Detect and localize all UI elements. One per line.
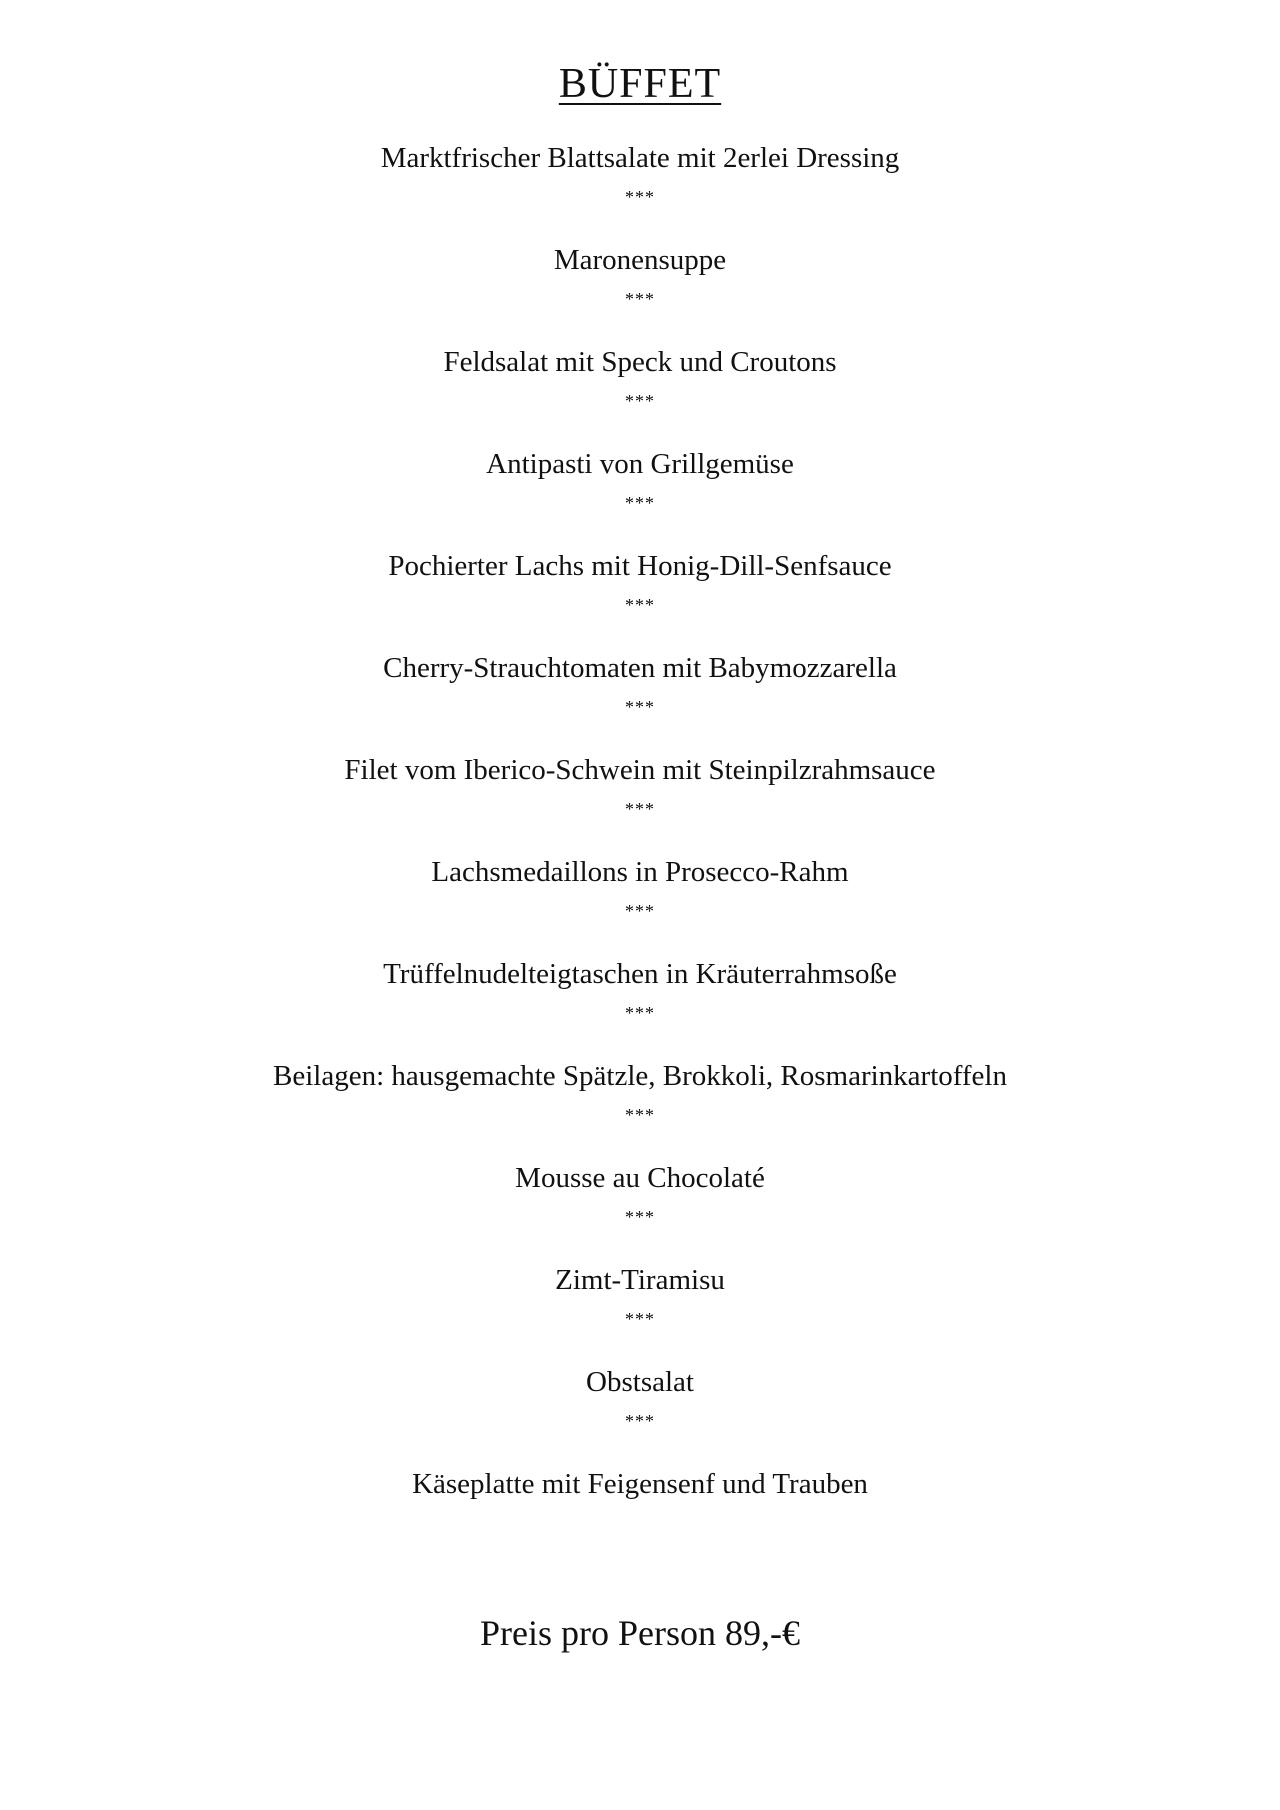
dish-name: Trüffelnudelteigtaschen in Kräuterrahmsoße: [383, 958, 897, 990]
separator: ***: [625, 697, 655, 717]
menu-item: [0, 240, 1280, 342]
separator: ***: [625, 1105, 655, 1125]
dish-name: Maronensuppe: [553, 244, 727, 276]
menu-item: [0, 1362, 1280, 1464]
dish-name: Antipasti von Grillgemüse: [486, 448, 794, 480]
dish-list: [0, 138, 1280, 1566]
dish-name: Beilagen: hausgemachte Spätzle, Brokkoli, Rosmarinkartoffeln: [273, 1060, 1007, 1092]
menu-item: [0, 1260, 1280, 1362]
menu-item: [0, 1464, 1280, 1566]
separator: ***: [625, 289, 655, 309]
menu-item: [0, 546, 1280, 648]
separator: ***: [625, 493, 655, 513]
menu-title: BÜFFET: [558, 61, 722, 107]
separator: ***: [625, 901, 655, 921]
menu-item: [0, 852, 1280, 954]
menu-item: [0, 1056, 1280, 1158]
separator: ***: [625, 1411, 655, 1431]
menu-item: [0, 648, 1280, 750]
dish-name: Zimt-Tiramisu: [555, 1264, 725, 1296]
dish-name: Cherry-Strauchtomaten mit Babymozzarella: [383, 652, 897, 684]
menu-item: [0, 750, 1280, 852]
price-line: Preis pro Person 89,-€: [480, 1613, 800, 1653]
separator: ***: [625, 799, 655, 819]
separator: ***: [625, 1207, 655, 1227]
dish-name: Feldsalat mit Speck und Croutons: [443, 346, 837, 378]
dish-name: Pochierter Lachs mit Honig-Dill-Senfsauce: [388, 550, 892, 582]
menu-item: [0, 444, 1280, 546]
menu-item: [0, 954, 1280, 1056]
dish-name: Mousse au Chocolaté: [515, 1162, 765, 1194]
separator: ***: [625, 595, 655, 615]
separator: ***: [625, 187, 655, 207]
dish-name: Obstsalat: [586, 1366, 694, 1398]
dish-name: Filet vom Iberico-Schwein mit Steinpilzrahmsauce: [344, 754, 936, 786]
dish-name: Lachsmedaillons in Prosecco-Rahm: [431, 856, 849, 888]
dish-name: Käseplatte mit Feigensenf und Trauben: [412, 1468, 868, 1500]
separator: ***: [625, 1309, 655, 1329]
separator: ***: [625, 1003, 655, 1023]
menu-item: [0, 1158, 1280, 1260]
menu-item: [0, 342, 1280, 444]
dish-name: Marktfrischer Blattsalate mit 2erlei Dressing: [380, 142, 900, 174]
separator: ***: [625, 391, 655, 411]
menu-item: [0, 138, 1280, 240]
